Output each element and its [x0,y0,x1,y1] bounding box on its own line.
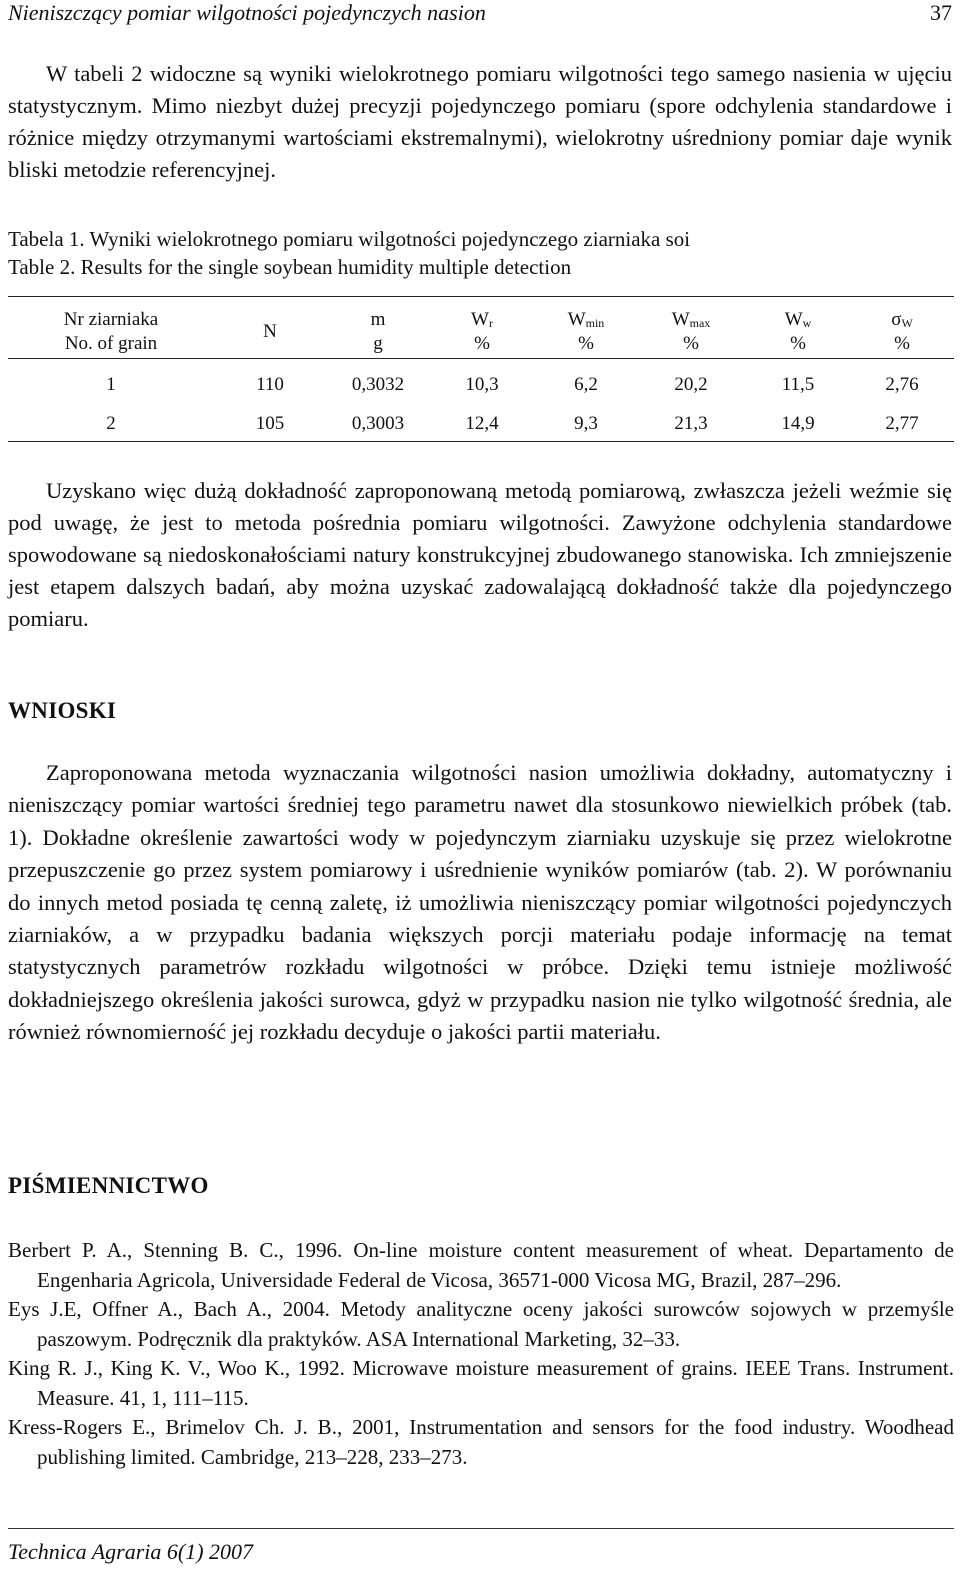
header-wmax-unit: % [683,333,699,354]
header-grain-number: Nr ziarniaka [63,309,159,330]
header-wmin: $W_{min}$ [567,309,605,330]
table-cell: 20,2 [674,374,708,395]
page-number: 37 [930,0,952,25]
table-cell: 6,2 [574,374,598,395]
table-header-rule [8,358,954,359]
header-wmax: $W_{max}$ [671,309,711,330]
table-caption-polish: Tabela 1. Wyniki wielokrotnego pomiaru wilgotności pojedynczego ziarniaka soi [8,227,691,251]
header-ww-unit: % [790,333,806,354]
header-sigma-w-unit: % [894,333,910,354]
header-sigma-w: $\sigma_W$ [891,309,913,330]
header-grain-number-en: No. of grain [64,333,158,354]
body-paragraph-1: W tabeli 2 widoczne są wyniki wielokrotnego pomiaru wilgotności tego samego nasienia w ujęciu statystycznym. Mimo niezbyt dużej precyzji pojedynczego pomiaru (spore odchylenia standardowe i różnice między otrzymanymi wartościami ekstremalnymi), wielokrotny uśredniony pomiar daje wynik bliski metodzie referencyjnej. [8,61,952,182]
header-wr: $W_r$ [471,309,493,330]
table-bottom-rule [8,441,954,442]
table-cell: 10,3 [465,374,499,395]
table-cell: 2,77 [885,413,919,434]
table-top-rule [8,296,954,297]
table-cell: 1 [106,374,116,395]
table-cell: 21,3 [674,413,708,434]
header-wr-unit: % [474,333,490,354]
table-cell: 9,3 [574,413,598,434]
table-cell: 11,5 [781,374,815,395]
footer-rule [8,1528,954,1529]
reference-list [8,1236,954,1472]
table-cell: 110 [256,374,284,395]
reference-item: Eys J.E, Offner A., Bach A., 2004. Metody analityczne oceny jakości surowców sojowych w przemyśle paszowym. Podręcznik dla praktyków. ASA International Marketing, 32–33. [8,1297,954,1351]
section-heading-references: PIŚMIENNICTWO [8,1173,209,1198]
running-header-title: Nieniszczący pomiar wilgotności pojedynczych nasion [8,0,486,25]
table-cell: 0,3032 [351,374,405,395]
body-paragraph-conclusions: Zaproponowana metoda wyznaczania wilgotności nasion umożliwia dokładny, automatyczny i nieniszczący pomiar wartości średniej tego parametru nawet dla stosunkowo niewielkich próbek (tab. 1). Dokładne określenie zawartości wody w pojedynczym ziarniaku uzyskuje się przez wielokrotne przepuszczenie go przez system pomiarowy i uśrednienie wyników pomiarów (tab. 2). W porównaniu do innych metod posiada tę cenną zaletę, iż umożliwia nieniszczący pomiar wilgotności pojedynczych ziarniaków, a w przypadku badania większych porcji materiału podaje informację na temat statystycznych parametrów rozkładu wilgotności w próbce. Dzięki temu istnieje możliwość dokładniejszego określenia jakości surowca, gdyż w przypadku nasion nie tylko wilgotność średnia, ale również równomierność jej rozkładu decyduje o jakości partii materiału. [8,760,952,1045]
reference-item: Berbert P. A., Stenning B. C., 1996. On-line moisture content measurement of wheat. Departamento de Engenharia Agricola, Universidade Federal de Vicosa, 36571-000 Vicosa MG, Brazil, 287–296. [8,1238,954,1292]
journal-footer: Technica Agraria 6(1) 2007 [8,1539,254,1564]
header-n: N [263,321,277,342]
table-cell: 105 [255,413,285,434]
reference-item: Kress-Rogers E., Brimelov Ch. J. B., 2001, Instrumentation and sensors for the food industry. Woodhead publishing limited. Cambridge, 213–228, 233–273. [8,1415,954,1469]
header-wmin-unit: % [578,333,594,354]
table-cell: 0,3003 [351,413,405,434]
table-cell: 14,9 [781,413,815,434]
table-cell: 12,4 [465,413,499,434]
table-caption-english: Table 2. Results for the single soybean humidity multiple detection [8,255,572,279]
header-mass-unit: g [373,333,383,354]
table-cell: 2,76 [885,374,919,395]
header-mass: m [370,309,386,330]
table-cell: 2 [106,413,116,434]
header-ww: $W_w$ [784,309,812,330]
section-heading-conclusions: WNIOSKI [8,698,117,723]
reference-item: King R. J., King K. V., Woo K., 1992. Microwave moisture measurement of grains. IEEE Trans. Instrument. Measure. 41, 1, 111–115. [8,1356,954,1410]
body-paragraph-2: Uzyskano więc dużą dokładność zaproponowaną metodą pomiarową, zwłaszcza jeżeli weźmie się pod uwagę, że jest to metoda pośrednia pomiaru wilgotności. Zawyżone odchylenia standardowe spowodowane są niedoskonałościami natury konstrukcyjnej zbudowanego stanowiska. Ich zmniejszenie jest etapem dalszych badań, aby można uzyskać zadowalającą dokładność także dla pojedynczego pomiaru. [8,478,952,631]
